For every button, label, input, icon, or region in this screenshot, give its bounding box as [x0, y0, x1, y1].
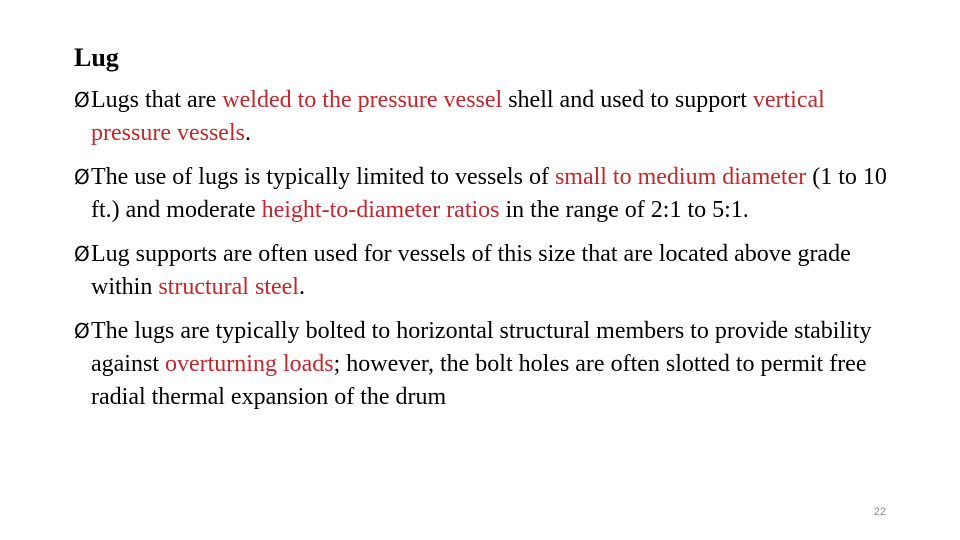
bullet-item — [74, 238, 904, 304]
highlighted-text: vertical pressure vessels — [91, 87, 825, 146]
bullet-arrow-icon: Ø — [74, 88, 90, 112]
bullet-list — [74, 84, 904, 425]
bullet-text: Lug supports are often used for vessels of this size that are located above grade within — [91, 241, 851, 300]
bullet-arrow-icon: Ø — [74, 319, 90, 343]
highlighted-text: welded to the pressure vessel — [222, 87, 503, 113]
bullet-item — [74, 161, 904, 227]
bullet-text: Lugs that are — [91, 87, 223, 113]
bullet-text: in the range of 2:1 to 5:1. — [499, 197, 749, 223]
bullet-text: . — [298, 274, 305, 300]
bullet-text: The lugs are typically bolted to horizontal structural members to provide stability against — [91, 318, 872, 377]
bullet-text: shell and used to support — [502, 87, 753, 113]
bullet-item — [74, 84, 904, 150]
bullet-arrow-icon: Ø — [74, 165, 90, 189]
page-number: 22 — [873, 506, 886, 518]
highlighted-text: structural steel — [158, 274, 299, 300]
bullet-text: ; however, the bolt holes are often slotted to permit free radial thermal expansion of the drum — [91, 351, 867, 410]
highlighted-text: height-to-diameter ratios — [261, 197, 500, 223]
bullet-text: (1 to 10 ft.) and moderate — [91, 164, 887, 223]
highlighted-text: overturning loads — [164, 351, 334, 377]
highlighted-text: small to medium diameter — [554, 164, 807, 190]
bullet-text: The use of lugs is typically limited to vessels of — [91, 164, 555, 190]
bullet-arrow-icon: Ø — [74, 242, 90, 266]
slide-title: Lug — [74, 43, 119, 72]
bullet-item — [74, 315, 904, 414]
bullet-text: . — [244, 120, 251, 146]
